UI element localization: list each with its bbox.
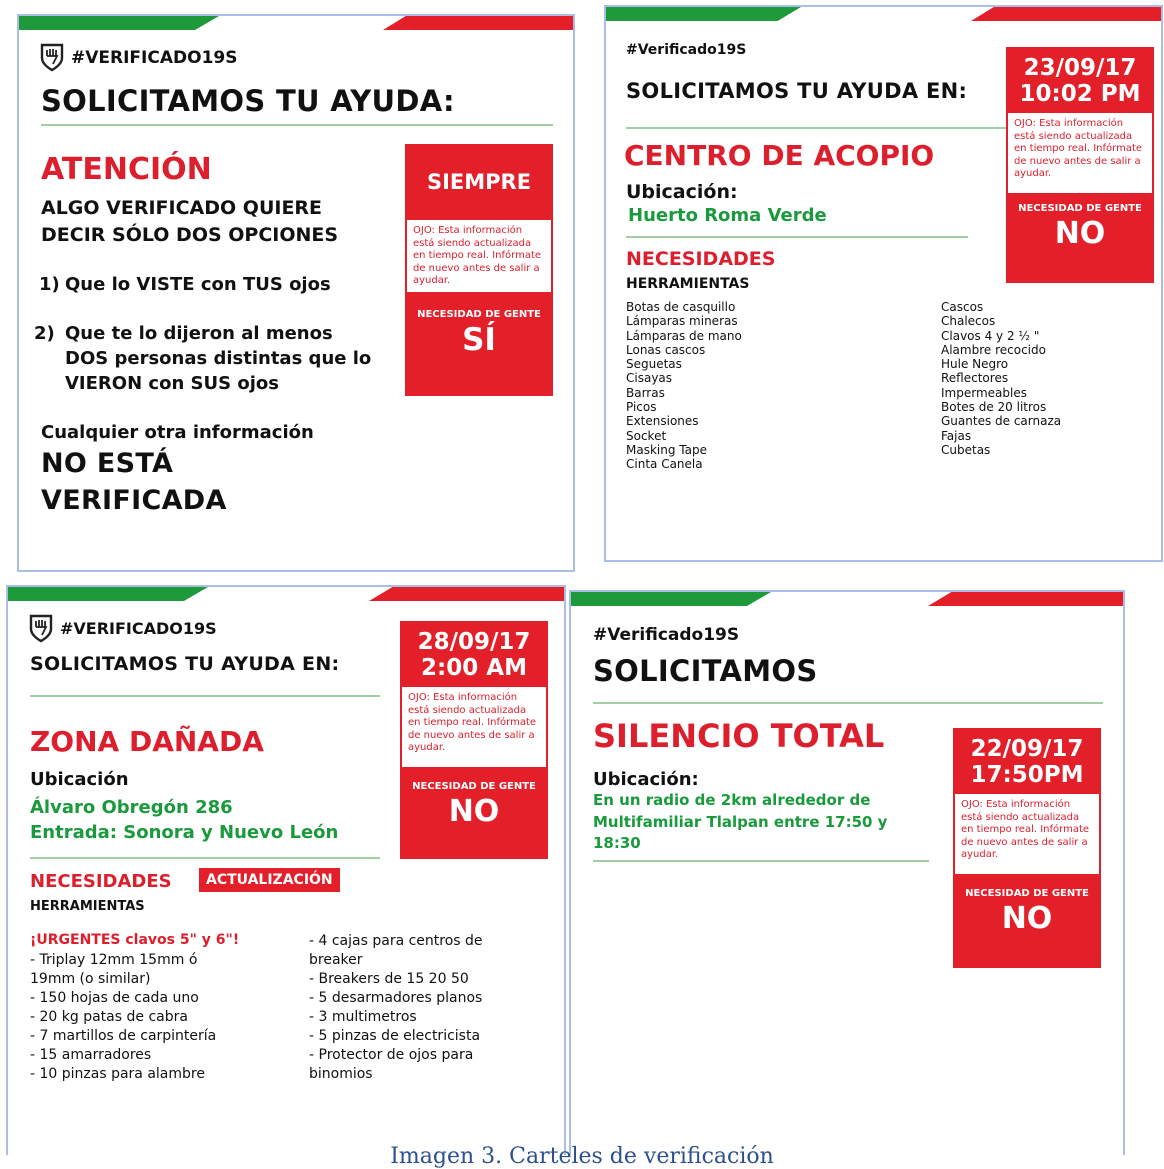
- flag-stripe-red: [369, 587, 564, 601]
- heading: ATENCIÓN: [41, 152, 212, 187]
- badge-date: 23/09/17: [1023, 55, 1137, 81]
- list-item: - 7 martillos de carpintería: [30, 1028, 217, 1044]
- location-label: Ubicación: [30, 769, 129, 790]
- people-need-answer: NO: [448, 794, 500, 829]
- location-line-2: Multifamiliar Tlalpan entre 17:50 y: [593, 813, 888, 831]
- list-item: Cisayas: [626, 371, 673, 386]
- divider: [30, 857, 380, 859]
- flag-stripe-red: [928, 592, 1123, 606]
- divider: [626, 127, 1006, 129]
- status-badge: [405, 144, 553, 396]
- heading: CENTRO DE ACOPIO: [624, 139, 935, 172]
- option-2-line-1: Que te lo dijeron al menos: [65, 323, 333, 344]
- list-item: - Triplay 12mm 15mm ó: [30, 952, 198, 968]
- tools-heading: HERRAMIENTAS: [30, 899, 145, 914]
- list-item: Fajas: [941, 428, 972, 443]
- update-notice: OJO: Esta información está siendo actualizada en tiempo real. Infórmate de nuevo antes de salir a ayudar.: [955, 794, 1099, 874]
- list-item: Lonas cascos: [626, 342, 706, 357]
- list-item: Lámparas mineras: [626, 314, 738, 329]
- divider: [626, 236, 968, 238]
- update-notice: OJO: Esta información está siendo actualizada en tiempo real. Infórmate de nuevo antes de salir a ayudar.: [407, 220, 551, 292]
- flag-stripe-green: [19, 16, 219, 30]
- list-item: - 20 kg patas de cabra: [30, 1009, 188, 1025]
- list-item: Alambre recocido: [941, 342, 1046, 357]
- option-2-line-3: VIERON con SUS ojos: [65, 373, 279, 394]
- status-badge: [400, 621, 548, 859]
- lead-line-2: DECIR SÓLO DOS OPCIONES: [41, 224, 339, 246]
- list-item: Socket: [626, 428, 667, 443]
- location-line-3: 18:30: [593, 834, 641, 852]
- list-item: Extensiones: [626, 414, 699, 429]
- poster-title: SOLICITAMOS TU AYUDA:: [41, 84, 455, 118]
- divider: [41, 124, 553, 126]
- tools-list-1: [626, 300, 742, 472]
- hashtag: #Verificado19S: [593, 625, 740, 645]
- tools-heading: HERRAMIENTAS: [626, 276, 750, 292]
- poster-title: SOLICITAMOS TU AYUDA EN:: [30, 653, 340, 675]
- list-item: 19mm (o similar): [30, 971, 151, 987]
- list-item: Guantes de carnaza: [941, 414, 1062, 429]
- list-item: Lámparas de mano: [626, 328, 742, 343]
- badge-always: SIEMPRE: [426, 170, 532, 194]
- poster-title: SOLICITAMOS TU AYUDA EN:: [626, 79, 968, 103]
- divider: [593, 702, 1103, 704]
- list-item: Chalecos: [941, 314, 996, 329]
- list-item: binomios: [309, 1066, 373, 1082]
- list-item: Masking Tape: [626, 442, 707, 457]
- list-item: - 3 multimetros: [309, 1009, 417, 1025]
- people-need-answer: SÍ: [462, 322, 496, 358]
- list-item: Botes de 20 litros: [941, 400, 1047, 415]
- people-need-label: NECESIDAD DE GENTE: [1018, 203, 1142, 214]
- tools-list-2: [309, 932, 483, 1084]
- people-need-answer: NO: [1001, 901, 1053, 936]
- location-value: Huerto Roma Verde: [628, 205, 827, 226]
- fist-shield-icon: [39, 42, 65, 72]
- list-item: - 15 amarradores: [30, 1047, 152, 1063]
- list-item: - 10 pinzas para alambre: [30, 1066, 205, 1082]
- list-item: Cinta Canela: [626, 457, 703, 472]
- list-item: Cubetas: [941, 442, 991, 457]
- other-info: Cualquier otra información: [41, 422, 314, 443]
- list-item: breaker: [309, 952, 363, 968]
- poster-silencio-total: [569, 590, 1125, 1155]
- figure-caption: Imagen 3. Carteles de verificación: [390, 1144, 774, 1169]
- hashtag: #VERIFICADO19S: [71, 48, 238, 68]
- people-need-label: NECESIDAD DE GENTE: [965, 888, 1089, 899]
- list-item: Cascos: [941, 300, 984, 314]
- heading: ZONA DAÑADA: [30, 725, 264, 758]
- tools-list-1: [30, 951, 216, 1084]
- urgent-item: ¡URGENTES clavos 5" y 6"!: [30, 932, 240, 948]
- poster-title: SOLICITAMOS: [593, 654, 818, 688]
- heading: SILENCIO TOTAL: [593, 717, 885, 755]
- badge-date: 22/09/17: [970, 736, 1084, 762]
- list-item: - 150 hojas de cada uno: [30, 990, 199, 1006]
- hashtag: #Verificado19S: [626, 42, 747, 58]
- list-item: Picos: [626, 400, 657, 415]
- status-badge: [953, 728, 1101, 968]
- poster-centro-acopio: [604, 5, 1163, 562]
- list-item: Seguetas: [626, 357, 682, 372]
- list-item: - 5 desarmadores planos: [309, 990, 483, 1006]
- people-need-label: NECESIDAD DE GENTE: [417, 309, 541, 320]
- option-2-number: 2): [34, 323, 55, 344]
- status-badge: [1006, 47, 1154, 283]
- update-notice: OJO: Esta información está siendo actualizada en tiempo real. Infórmate de nuevo antes de salir a ayudar.: [402, 687, 546, 767]
- needs-heading: NECESIDADES: [626, 248, 776, 270]
- update-notice: OJO: Esta información está siendo actualizada en tiempo real. Infórmate de nuevo antes de salir a ayudar.: [1008, 113, 1152, 193]
- badge-time: 10:02 PM: [1019, 81, 1141, 107]
- badge-date: 28/09/17: [417, 629, 531, 655]
- flag-stripe-green: [8, 587, 208, 601]
- location-label: Ubicación:: [626, 181, 738, 203]
- not-verified-line-1: NO ESTÁ: [41, 448, 174, 479]
- option-1: Que lo VISTE con TUS ojos: [65, 274, 331, 295]
- option-2-line-2: DOS personas distintas que lo: [65, 348, 372, 369]
- list-item: - 5 pinzas de electricista: [309, 1028, 481, 1044]
- tools-list-2: [941, 300, 1061, 457]
- fist-shield-icon: [28, 613, 54, 643]
- list-item: Impermeables: [941, 385, 1027, 400]
- list-item: Clavos 4 y 2 ½ ": [941, 328, 1040, 343]
- lead-line-1: ALGO VERIFICADO QUIERE: [41, 197, 323, 219]
- list-item: Reflectores: [941, 371, 1009, 386]
- list-item: - Breakers de 15 20 50: [309, 971, 469, 987]
- list-item: Botas de casquillo: [626, 300, 736, 314]
- divider: [30, 695, 380, 697]
- people-need-label: NECESIDAD DE GENTE: [412, 781, 536, 792]
- poster-zona-danada: [6, 585, 566, 1155]
- badge-time: 17:50PM: [970, 762, 1084, 788]
- update-badge: ACTUALIZACIÓN: [199, 868, 340, 892]
- hashtag: #VERIFICADO19S: [60, 619, 217, 638]
- people-need-answer: NO: [1054, 216, 1106, 251]
- list-item: Barras: [626, 385, 665, 400]
- needs-heading: NECESIDADES: [30, 871, 172, 892]
- list-item: - 4 cajas para centros de: [309, 933, 483, 949]
- not-verified-line-2: VERIFICADA: [41, 485, 227, 516]
- location-label: Ubicación:: [593, 769, 699, 790]
- flag-stripe-red: [971, 7, 1161, 21]
- option-1-number: 1): [39, 274, 60, 295]
- poster-atencion: [17, 14, 575, 572]
- location-line-2: Entrada: Sonora y Nuevo León: [30, 822, 339, 843]
- flag-stripe-green: [606, 7, 801, 21]
- flag-stripe-red: [383, 16, 573, 30]
- list-item: - Protector de ojos para: [309, 1047, 474, 1063]
- location-line-1: Álvaro Obregón 286: [30, 797, 233, 818]
- location-line-1: En un radio de 2km alrededor de: [593, 791, 871, 809]
- list-item: Hule Negro: [941, 357, 1009, 372]
- flag-stripe-green: [571, 592, 771, 606]
- divider: [593, 860, 929, 862]
- badge-time: 2:00 AM: [421, 655, 527, 681]
